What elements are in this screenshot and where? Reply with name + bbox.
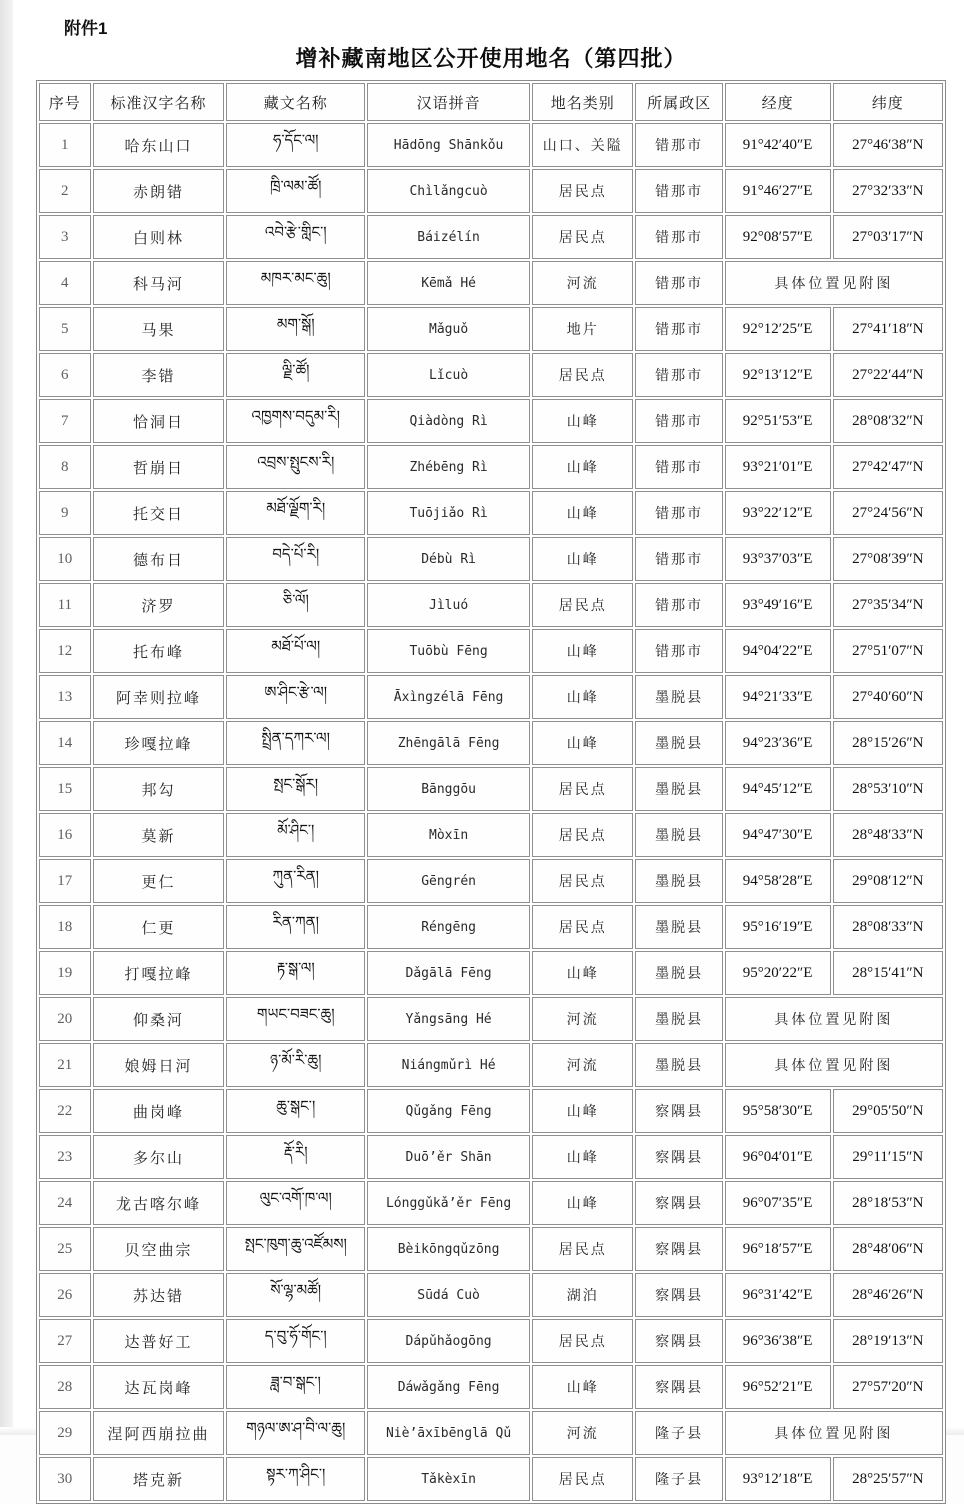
cell-name-tibetan: སྟར་ཀ་ཤིང་། — [226, 1457, 365, 1501]
cell-region: 错那市 — [635, 169, 722, 213]
cell-name-chinese: 打嘎拉峰 — [93, 951, 225, 995]
col-header-category: 地名类别 — [532, 83, 633, 121]
col-header-name-bo: 藏文名称 — [226, 83, 365, 121]
cell-category: 居民点 — [532, 905, 633, 949]
cell-name-tibetan: མཐོ་པོ་ལ། — [226, 629, 365, 673]
cell-pinyin: Bānggōu — [367, 767, 530, 811]
cell-name-tibetan: ཆུ་སྒང་། — [226, 1089, 365, 1133]
cell-pinyin: Zhébēng Rì — [367, 445, 530, 489]
cell-name-chinese: 李错 — [93, 353, 225, 397]
cell-longitude: 93°12′18″E — [725, 1457, 831, 1501]
cell-name-chinese: 塔克新 — [93, 1457, 225, 1501]
cell-longitude: 94°58′28″E — [725, 859, 831, 903]
cell-region: 错那市 — [635, 123, 722, 167]
cell-category: 山口、关隘 — [532, 123, 633, 167]
table-row — [39, 859, 943, 903]
cell-name-chinese: 马果 — [93, 307, 225, 351]
cell-category: 居民点 — [532, 1319, 633, 1363]
cell-name-tibetan: སོ་ལྷ་མཚོ། — [226, 1273, 365, 1317]
cell-name-tibetan: ད་བུ་ཧོ་གོང་། — [226, 1319, 365, 1363]
cell-pinyin: Báizélín — [367, 215, 530, 259]
cell-region: 墨脱县 — [635, 1043, 722, 1087]
cell-name-tibetan: ལུང་འགོ་ཁ་ལ། — [226, 1181, 365, 1225]
cell-name-tibetan: ཀུན་རིན། — [226, 859, 365, 903]
cell-latitude: 27°03′17″N — [833, 215, 943, 259]
col-header-no: 序号 — [39, 83, 91, 121]
cell-longitude: 94°47′30″E — [725, 813, 831, 857]
cell-pinyin: Zhēngālā Fēng — [367, 721, 530, 765]
cell-serial-number: 6 — [39, 353, 91, 397]
col-header-name-cn: 标准汉字名称 — [93, 83, 225, 121]
cell-longitude: 96°18′57″E — [725, 1227, 831, 1271]
cell-serial-number: 9 — [39, 491, 91, 535]
cell-latitude: 29°05′50″N — [833, 1089, 943, 1133]
cell-serial-number: 7 — [39, 399, 91, 443]
cell-latitude: 28°46′26″N — [833, 1273, 943, 1317]
cell-category: 居民点 — [532, 169, 633, 213]
cell-region: 错那市 — [635, 629, 722, 673]
cell-longitude: 94°45′12″E — [725, 767, 831, 811]
cell-name-tibetan: ཅི་ལོ། — [226, 583, 365, 627]
cell-serial-number: 26 — [39, 1273, 91, 1317]
cell-category: 居民点 — [532, 1457, 633, 1501]
cell-name-chinese: 邦勾 — [93, 767, 225, 811]
table-row — [39, 1319, 943, 1363]
cell-pinyin: Mòxīn — [367, 813, 530, 857]
cell-pinyin: Niè’āxībēnglā Qǔ — [367, 1411, 530, 1455]
cell-region: 错那市 — [635, 537, 722, 581]
cell-latitude: 27°24′56″N — [833, 491, 943, 535]
cell-location-note: 具体位置见附图 — [725, 1411, 943, 1455]
cell-region: 察隅县 — [635, 1365, 722, 1409]
table-row — [39, 721, 943, 765]
cell-region: 错那市 — [635, 261, 722, 305]
cell-region: 察隅县 — [635, 1273, 722, 1317]
table-row — [39, 629, 943, 673]
cell-region: 错那市 — [635, 215, 722, 259]
cell-latitude: 28°18′53″N — [833, 1181, 943, 1225]
cell-region: 墨脱县 — [635, 675, 722, 719]
cell-pinyin: Lónggǔkǎ’ěr Fēng — [367, 1181, 530, 1225]
cell-latitude: 28°53′10″N — [833, 767, 943, 811]
table-row — [39, 1181, 943, 1225]
cell-name-chinese: 托交日 — [93, 491, 225, 535]
table-row — [39, 261, 943, 305]
cell-serial-number: 14 — [39, 721, 91, 765]
cell-pinyin: Réngēng — [367, 905, 530, 949]
cell-location-note: 具体位置见附图 — [725, 1043, 943, 1087]
table-row — [39, 583, 943, 627]
table-row — [39, 123, 943, 167]
cell-name-chinese: 哲崩日 — [93, 445, 225, 489]
cell-latitude: 27°46′38″N — [833, 123, 943, 167]
cell-latitude: 27°57′20″N — [833, 1365, 943, 1409]
cell-category: 居民点 — [532, 1227, 633, 1271]
cell-latitude: 27°51′07″N — [833, 629, 943, 673]
cell-longitude: 93°22′12″E — [725, 491, 831, 535]
table-row — [39, 951, 943, 995]
attachment-label: 附件1 — [64, 19, 108, 38]
cell-pinyin: Dáwǎgǎng Fēng — [367, 1365, 530, 1409]
cell-serial-number: 8 — [39, 445, 91, 489]
cell-region: 察隅县 — [635, 1089, 722, 1133]
table-row — [39, 537, 943, 581]
cell-region: 错那市 — [635, 399, 722, 443]
table-row — [39, 997, 943, 1041]
cell-name-tibetan: མོ་ཤིང་། — [226, 813, 365, 857]
cell-category: 山峰 — [532, 629, 633, 673]
cell-longitude: 96°31′42″E — [725, 1273, 831, 1317]
cell-category: 山峰 — [532, 1181, 633, 1225]
cell-name-tibetan: ལྗི་ཚོ། — [226, 353, 365, 397]
table-row — [39, 491, 943, 535]
cell-category: 山峰 — [532, 1135, 633, 1179]
table-row — [39, 1089, 943, 1133]
cell-serial-number: 5 — [39, 307, 91, 351]
cell-name-chinese: 白则林 — [93, 215, 225, 259]
cell-name-tibetan: འཁྱགས་བདུམ་རི། — [226, 399, 365, 443]
col-header-latitude: 纬度 — [833, 83, 943, 121]
cell-latitude: 27°42′47″N — [833, 445, 943, 489]
cell-name-tibetan: རིན་ཀན། — [226, 905, 365, 949]
cell-longitude: 94°21′33″E — [725, 675, 831, 719]
cell-longitude: 96°52′21″E — [725, 1365, 831, 1409]
cell-name-chinese: 哈东山口 — [93, 123, 225, 167]
cell-name-chinese: 涅阿西崩拉曲 — [93, 1411, 225, 1455]
cell-region: 错那市 — [635, 445, 722, 489]
cell-latitude: 28°19′13″N — [833, 1319, 943, 1363]
cell-name-chinese: 苏达错 — [93, 1273, 225, 1317]
cell-pinyin: Mǎguǒ — [367, 307, 530, 351]
cell-pinyin: Dǎgālā Fēng — [367, 951, 530, 995]
cell-name-chinese: 多尔山 — [93, 1135, 225, 1179]
cell-region: 错那市 — [635, 583, 722, 627]
cell-category: 居民点 — [532, 859, 633, 903]
cell-serial-number: 19 — [39, 951, 91, 995]
table-row — [39, 399, 943, 443]
cell-category: 居民点 — [532, 583, 633, 627]
cell-region: 察隅县 — [635, 1135, 722, 1179]
col-header-longitude: 经度 — [725, 83, 831, 121]
cell-name-chinese: 仁更 — [93, 905, 225, 949]
cell-serial-number: 10 — [39, 537, 91, 581]
cell-category: 山峰 — [532, 399, 633, 443]
cell-pinyin: Gēngrén — [367, 859, 530, 903]
cell-region: 墨脱县 — [635, 767, 722, 811]
cell-region: 墨脱县 — [635, 813, 722, 857]
cell-region: 错那市 — [635, 307, 722, 351]
page-title: 增补藏南地区公开使用地名（第四批） — [295, 46, 687, 71]
table-row — [39, 1043, 943, 1087]
cell-latitude: 27°32′33″N — [833, 169, 943, 213]
cell-pinyin: Qiàdòng Rì — [367, 399, 530, 443]
cell-category: 居民点 — [532, 215, 633, 259]
cell-name-chinese: 科马河 — [93, 261, 225, 305]
cell-category: 湖泊 — [532, 1273, 633, 1317]
cell-region: 墨脱县 — [635, 951, 722, 995]
cell-name-chinese: 莫新 — [93, 813, 225, 857]
cell-name-tibetan: རྟ་སྒ་ལ། — [226, 951, 365, 995]
cell-latitude: 27°22′44″N — [833, 353, 943, 397]
cell-category: 河流 — [532, 997, 633, 1041]
cell-name-tibetan: མཁར་མང་ཆུ། — [226, 261, 365, 305]
cell-category: 山峰 — [532, 491, 633, 535]
cell-location-note: 具体位置见附图 — [725, 261, 943, 305]
cell-name-chinese: 娘姆日河 — [93, 1043, 225, 1087]
cell-region: 墨脱县 — [635, 905, 722, 949]
cell-longitude: 96°36′38″E — [725, 1319, 831, 1363]
cell-pinyin: Tǎkèxīn — [367, 1457, 530, 1501]
cell-longitude: 96°07′35″E — [725, 1181, 831, 1225]
cell-category: 山峰 — [532, 537, 633, 581]
cell-region: 察隅县 — [635, 1319, 722, 1363]
cell-name-chinese: 龙古喀尔峰 — [93, 1181, 225, 1225]
cell-category: 居民点 — [532, 813, 633, 857]
cell-serial-number: 21 — [39, 1043, 91, 1087]
cell-name-chinese: 阿幸则拉峰 — [93, 675, 225, 719]
cell-pinyin: Qǔgǎng Fēng — [367, 1089, 530, 1133]
cell-name-tibetan: མཐོ་ལྗོག་རི། — [226, 491, 365, 535]
table-row — [39, 353, 943, 397]
cell-category: 山峰 — [532, 721, 633, 765]
cell-latitude: 29°11′15″N — [833, 1135, 943, 1179]
cell-serial-number: 27 — [39, 1319, 91, 1363]
scan-edge-left — [0, 0, 13, 1435]
table-header-row — [39, 83, 943, 121]
cell-name-chinese: 托布峰 — [93, 629, 225, 673]
cell-longitude: 96°04′01″E — [725, 1135, 831, 1179]
cell-name-tibetan: བདེ་པོ་རི། — [226, 537, 365, 581]
table-row — [39, 1457, 943, 1501]
table-row — [39, 1411, 943, 1455]
cell-name-tibetan: ཨ་ཤིང་རྩེ་ལ། — [226, 675, 365, 719]
cell-category: 山峰 — [532, 675, 633, 719]
cell-location-note: 具体位置见附图 — [725, 997, 943, 1041]
cell-region: 隆子县 — [635, 1457, 722, 1501]
cell-category: 河流 — [532, 1043, 633, 1087]
cell-pinyin: Jìluó — [367, 583, 530, 627]
cell-longitude: 92°08′57″E — [725, 215, 831, 259]
cell-pinyin: Kēmǎ Hé — [367, 261, 530, 305]
cell-latitude: 27°41′18″N — [833, 307, 943, 351]
cell-category: 居民点 — [532, 767, 633, 811]
table-row — [39, 1273, 943, 1317]
cell-pinyin: Bèikōngqǔzōng — [367, 1227, 530, 1271]
table-row — [39, 905, 943, 949]
cell-longitude: 95°58′30″E — [725, 1089, 831, 1133]
cell-region: 错那市 — [635, 491, 722, 535]
table-row — [39, 307, 943, 351]
cell-category: 山峰 — [532, 1089, 633, 1133]
cell-serial-number: 2 — [39, 169, 91, 213]
cell-serial-number: 3 — [39, 215, 91, 259]
cell-name-tibetan: ཉ་མོ་རི་ཆུ། — [226, 1043, 365, 1087]
cell-serial-number: 4 — [39, 261, 91, 305]
cell-pinyin: Débù Rì — [367, 537, 530, 581]
cell-category: 山峰 — [532, 951, 633, 995]
cell-pinyin: Tuōbù Fēng — [367, 629, 530, 673]
cell-latitude: 28°25′57″N — [833, 1457, 943, 1501]
cell-name-tibetan: སྤྲིན་དཀར་ལ། — [226, 721, 365, 765]
cell-name-chinese: 德布日 — [93, 537, 225, 581]
cell-longitude: 91°42′40″E — [725, 123, 831, 167]
cell-category: 山峰 — [532, 1365, 633, 1409]
cell-serial-number: 1 — [39, 123, 91, 167]
cell-name-chinese: 济罗 — [93, 583, 225, 627]
cell-serial-number: 24 — [39, 1181, 91, 1225]
table-row — [39, 445, 943, 489]
cell-category: 河流 — [532, 1411, 633, 1455]
place-names-table — [36, 80, 946, 1504]
table-row — [39, 1135, 943, 1179]
cell-name-chinese: 赤朗错 — [93, 169, 225, 213]
cell-latitude: 28°48′06″N — [833, 1227, 943, 1271]
cell-name-tibetan: རྡོ་རི། — [226, 1135, 365, 1179]
cell-region: 墨脱县 — [635, 721, 722, 765]
cell-serial-number: 12 — [39, 629, 91, 673]
cell-name-tibetan: ཟླ་བ་སྒང་། — [226, 1365, 365, 1409]
table-row — [39, 813, 943, 857]
cell-category: 河流 — [532, 261, 633, 305]
cell-name-tibetan: སྤང་སྒོར། — [226, 767, 365, 811]
cell-category: 地片 — [532, 307, 633, 351]
cell-latitude: 28°15′26″N — [833, 721, 943, 765]
cell-latitude: 27°40′60″N — [833, 675, 943, 719]
cell-region: 墨脱县 — [635, 997, 722, 1041]
cell-pinyin: Tuōjiǎo Rì — [367, 491, 530, 535]
cell-region: 隆子县 — [635, 1411, 722, 1455]
table-row — [39, 1227, 943, 1271]
col-header-pinyin: 汉语拼音 — [367, 83, 530, 121]
cell-latitude: 29°08′12″N — [833, 859, 943, 903]
table-row — [39, 215, 943, 259]
cell-serial-number: 22 — [39, 1089, 91, 1133]
cell-name-tibetan: ཧ་དོང་ལ། — [226, 123, 365, 167]
cell-pinyin: Hādōng Shānkǒu — [367, 123, 530, 167]
cell-pinyin: Niángmǔrì Hé — [367, 1043, 530, 1087]
cell-latitude: 28°08′32″N — [833, 399, 943, 443]
cell-category: 居民点 — [532, 353, 633, 397]
cell-latitude: 28°15′41″N — [833, 951, 943, 995]
cell-region: 错那市 — [635, 353, 722, 397]
cell-latitude: 27°35′34″N — [833, 583, 943, 627]
cell-name-chinese: 达普好工 — [93, 1319, 225, 1363]
cell-name-chinese: 恰洞日 — [93, 399, 225, 443]
table-row — [39, 1365, 943, 1409]
cell-longitude: 91°46′27″E — [725, 169, 831, 213]
cell-latitude: 28°08′33″N — [833, 905, 943, 949]
cell-serial-number: 18 — [39, 905, 91, 949]
cell-serial-number: 15 — [39, 767, 91, 811]
cell-latitude: 28°48′33″N — [833, 813, 943, 857]
cell-name-tibetan: སྤང་ཁུག་ཆུ་འཛོམས། — [226, 1227, 365, 1271]
cell-longitude: 92°51′53″E — [725, 399, 831, 443]
cell-name-tibetan: མག་སྒོ། — [226, 307, 365, 351]
cell-name-tibetan: ཁྲི་ལམ་ཚོ། — [226, 169, 365, 213]
cell-latitude: 27°08′39″N — [833, 537, 943, 581]
cell-region: 察隅县 — [635, 1227, 722, 1271]
cell-name-chinese: 珍嘎拉峰 — [93, 721, 225, 765]
cell-pinyin: Yǎngsāng Hé — [367, 997, 530, 1041]
cell-longitude: 92°12′25″E — [725, 307, 831, 351]
col-header-region: 所属政区 — [635, 83, 722, 121]
cell-region: 察隅县 — [635, 1181, 722, 1225]
cell-pinyin: Dápǔhǎogōng — [367, 1319, 530, 1363]
cell-name-chinese: 曲岗峰 — [93, 1089, 225, 1133]
cell-name-tibetan: འབེ་རྩེ་གླིང་། — [226, 215, 365, 259]
cell-name-chinese: 仰桑河 — [93, 997, 225, 1041]
cell-longitude: 93°37′03″E — [725, 537, 831, 581]
table-row — [39, 767, 943, 811]
cell-serial-number: 13 — [39, 675, 91, 719]
cell-longitude: 94°23′36″E — [725, 721, 831, 765]
cell-serial-number: 28 — [39, 1365, 91, 1409]
table-row — [39, 169, 943, 213]
cell-serial-number: 16 — [39, 813, 91, 857]
cell-serial-number: 17 — [39, 859, 91, 903]
cell-longitude: 93°49′16″E — [725, 583, 831, 627]
cell-name-tibetan: གཡང་བཟང་ཆུ། — [226, 997, 365, 1041]
cell-pinyin: Chìlǎngcuò — [367, 169, 530, 213]
cell-serial-number: 25 — [39, 1227, 91, 1271]
cell-region: 墨脱县 — [635, 859, 722, 903]
cell-name-chinese: 更仁 — [93, 859, 225, 903]
cell-longitude: 93°21′01″E — [725, 445, 831, 489]
cell-serial-number: 23 — [39, 1135, 91, 1179]
table-row — [39, 675, 943, 719]
cell-longitude: 92°13′12″E — [725, 353, 831, 397]
cell-longitude: 95°20′22″E — [725, 951, 831, 995]
cell-pinyin: Duō’ěr Shān — [367, 1135, 530, 1179]
cell-category: 山峰 — [532, 445, 633, 489]
cell-serial-number: 30 — [39, 1457, 91, 1501]
cell-serial-number: 20 — [39, 997, 91, 1041]
cell-name-tibetan: གཉལ་ཨ་ཤ་བི་ལ་ཆུ། — [226, 1411, 365, 1455]
cell-pinyin: Āxìngzélā Fēng — [367, 675, 530, 719]
cell-longitude: 94°04′22″E — [725, 629, 831, 673]
cell-pinyin: Sūdá Cuò — [367, 1273, 530, 1317]
cell-serial-number: 29 — [39, 1411, 91, 1455]
cell-longitude: 95°16′19″E — [725, 905, 831, 949]
cell-name-tibetan: འབྲས་སྤུངས་རི། — [226, 445, 365, 489]
cell-pinyin: Lǐcuò — [367, 353, 530, 397]
cell-name-chinese: 达瓦岗峰 — [93, 1365, 225, 1409]
cell-name-chinese: 贝空曲宗 — [93, 1227, 225, 1271]
cell-serial-number: 11 — [39, 583, 91, 627]
